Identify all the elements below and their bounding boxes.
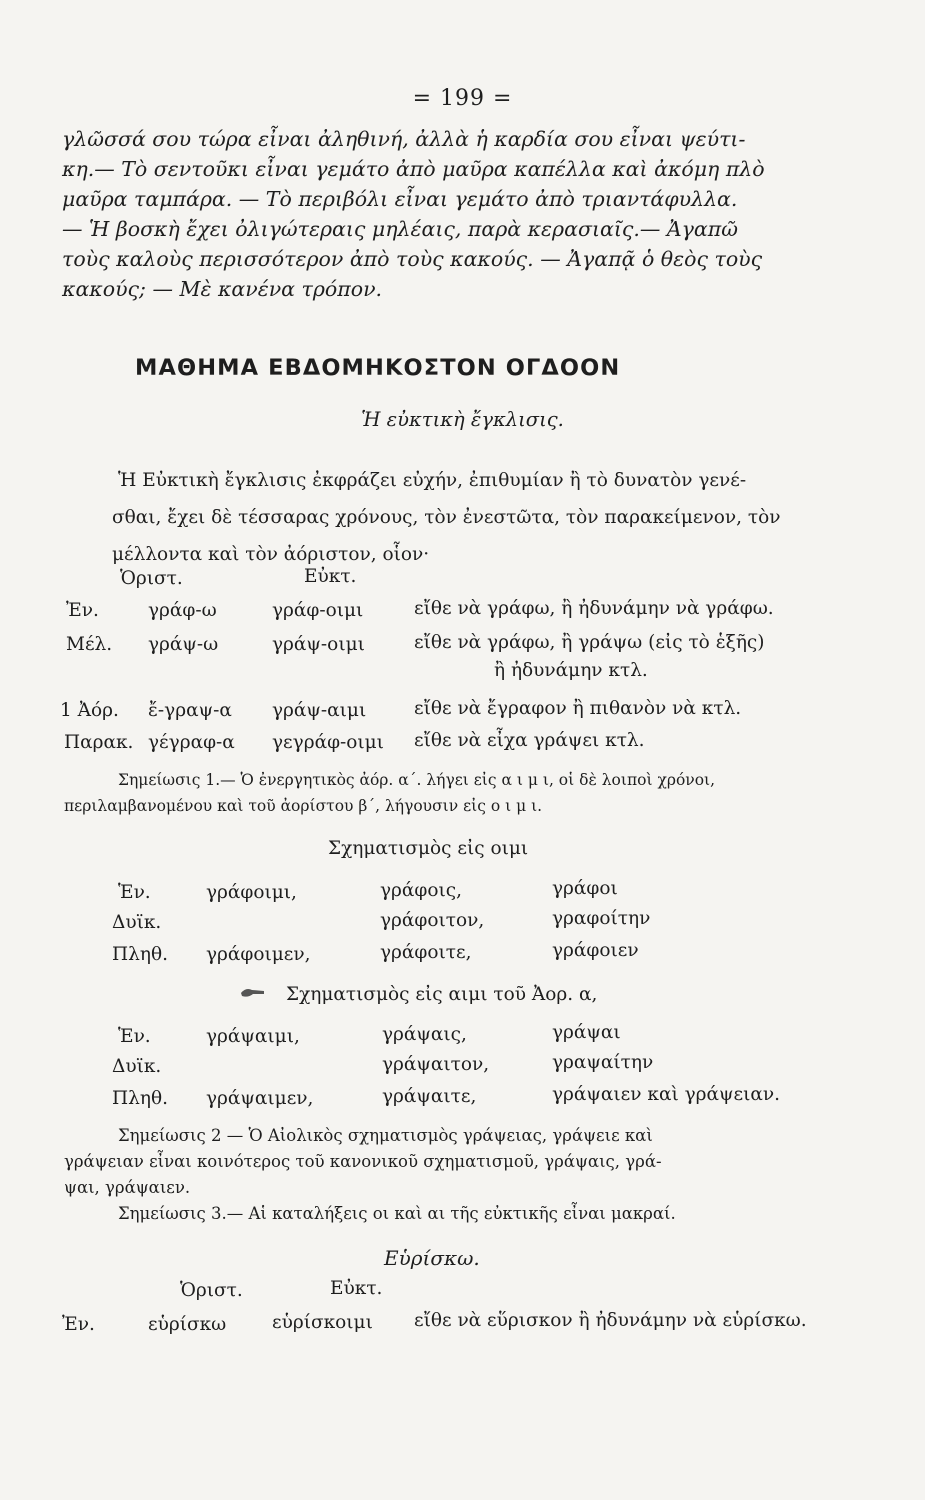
- form: γράψαις,: [382, 1024, 467, 1045]
- header-optative: Εὐκτ.: [304, 566, 357, 587]
- row-label: 1 Ἀόρ.: [60, 700, 119, 721]
- note-1-line-1: Σημείωσις 1.— Ὁ ἐνεργητικὸς ἀόρ. α΄. λήγει εἰς α ι μ ι, οἱ δὲ λοιποὶ χρόνοι,: [118, 771, 716, 789]
- optative-form: γράψ-αιμι: [272, 700, 367, 721]
- intro-line: — Ἡ βοσκὴ ἔχει ὀλιγώτεραις μηλέαις, παρὰ κερασιαῖς.— Ἀγαπῶ: [62, 217, 738, 241]
- note-2-line-2: γράψειαν εἶναι κοινότερος τοῦ κανονικοῦ σχηματισμοῦ, γράψαις, γρά-: [64, 1152, 662, 1171]
- row-label: Δυϊκ.: [112, 1056, 162, 1077]
- row-label: Πληθ.: [112, 944, 168, 965]
- header-optative: Εὐκτ.: [330, 1278, 383, 1299]
- row-label: Πληθ.: [112, 1088, 168, 1109]
- form: γράψαιμι,: [206, 1026, 300, 1047]
- indicative-form: γράφ-ω: [148, 600, 217, 621]
- row-label: Ἐν.: [62, 1314, 95, 1335]
- form: γράφοιτον,: [380, 910, 485, 931]
- optative-form: γράφ-οιμι: [272, 600, 364, 621]
- row-label: Μέλ.: [66, 634, 113, 655]
- form: γράψαι: [552, 1022, 621, 1043]
- intro-line: μαῦρα ταμπάρα. — Τὸ περιβόλι εἶναι γεμάτο ἀπὸ τριαντάφυλλα.: [62, 187, 738, 211]
- note-2-line-3: ψαι, γράψαιεν.: [64, 1178, 191, 1197]
- intro-line: κακούς; — Μὲ κανένα τρόπον.: [62, 277, 383, 301]
- heading-aimi: Σχηματισμὸς εἰς αιμι τοῦ Ἀορ. α,: [286, 984, 598, 1005]
- intro-line: γλῶσσά σου τώρα εἶναι ἀληθινή, ἀλλὰ ἡ καρδία σου εἶναι ψεύτι-: [62, 127, 746, 151]
- gloss: εἴθε νὰ εὕρισκον ἢ ἠδυνάμην νὰ εὑρίσκω.: [414, 1310, 807, 1331]
- form: γράψαιτον,: [382, 1054, 490, 1075]
- form: γράφοιμι,: [206, 882, 297, 903]
- gloss: εἴθε νὰ εἶχα γράψει κτλ.: [414, 730, 645, 751]
- lesson-title: ΜΑΘΗΜΑ ΕΒΔΟΜΗΚΟΣΤΟΝ ΟΓΔΟΟΝ: [135, 355, 621, 381]
- form: γράψαιεν καὶ γράψειαν.: [552, 1084, 780, 1105]
- gloss: ἢ ἠδυνάμην κτλ.: [494, 660, 648, 681]
- intro-line: κη.— Τὸ σεντοῦκι εἶναι γεμάτο ἀπὸ μαῦρα καπέλλα καὶ ἀκόμη πλὸ: [62, 157, 765, 181]
- paragraph-line: Ἡ Εὐκτικὴ ἔγκλισις ἐκφράζει εὐχήν, ἐπιθυμίαν ἢ τὸ δυνατὸν γενέ-: [118, 470, 747, 491]
- paragraph-line: σθαι, ἔχει δὲ τέσσαρας χρόνους, τὸν ἐνεστῶτα, τὸν παρακείμενον, τὸν: [112, 507, 781, 528]
- optative-form: γράψ-οιμι: [272, 634, 365, 655]
- form: γράψαιτε,: [382, 1086, 477, 1107]
- intro-line: τοὺς καλοὺς περισσότερον ἀπὸ τοὺς κακούς. — Ἀγαπᾷ ὁ θεὸς τοὺς: [62, 247, 763, 271]
- header-indicative: Ὁριστ.: [120, 568, 183, 589]
- form: γράψαιμεν,: [206, 1088, 314, 1109]
- lesson-subtitle: Ἡ εὐκτικὴ ἔγκλισις.: [361, 408, 564, 431]
- form: γράφοις,: [380, 880, 463, 901]
- paragraph-line: μέλλοντα καὶ τὸν ἀόριστον, οἷον·: [112, 544, 430, 565]
- form: γράφοιτε,: [380, 942, 472, 963]
- indicative-form: γράψ-ω: [148, 634, 219, 655]
- row-label: Ἑν.: [118, 882, 151, 903]
- indicative-form: γέγραφ-α: [148, 732, 235, 753]
- definition-paragraph: [112, 462, 898, 573]
- gloss: εἴθε νὰ γράφω, ἢ ἠδυνάμην νὰ γράφω.: [414, 598, 774, 619]
- form: γράφοιμεν,: [206, 944, 311, 965]
- form: γραψαίτην: [552, 1052, 654, 1073]
- optative-form: γεγράφ-οιμι: [272, 732, 384, 753]
- indicative-form: ἔ-γραψ-α: [148, 700, 232, 721]
- form: γραφοίτην: [552, 908, 651, 929]
- indicative-form: εὑρίσκω: [148, 1314, 227, 1335]
- row-label: Δυϊκ.: [112, 912, 162, 933]
- heading-oimi: Σχηματισμὸς εἰς οιμι: [328, 838, 529, 859]
- page-number: = 199 =: [412, 86, 513, 111]
- note-1-line-2: περιλαμβανομένου καὶ τοῦ ἀορίστου β΄, λήγουσιν εἰς ο ι μ ι.: [64, 797, 543, 815]
- note-3: Σημείωσις 3.— Αἱ καταλήξεις οι καὶ αι τῆς εὐκτικῆς εἶναι μακραί.: [118, 1204, 676, 1223]
- row-label: Παρακ.: [64, 732, 134, 753]
- gloss: εἴθε νὰ γράφω, ἢ γράψω (εἰς τὸ ἑξῆς): [414, 632, 765, 653]
- ornament-hand-icon: [240, 985, 266, 999]
- note-2-line-1: Σημείωσις 2 — Ὁ Αἰολικὸς σχηματισμὸς γράψειας, γράψειε καὶ: [118, 1126, 653, 1145]
- row-label: Ἑν.: [118, 1026, 151, 1047]
- header-indicative: Ὁριστ.: [180, 1280, 243, 1301]
- optative-form: εὑρίσκοιμι: [272, 1312, 373, 1333]
- heading-eurisko: Εὑρίσκω.: [384, 1246, 480, 1270]
- row-label: Ἐν.: [66, 600, 99, 621]
- gloss: εἴθε νὰ ἔγραφον ἢ πιθανὸν νὰ κτλ.: [414, 698, 742, 719]
- form: γράφοι: [552, 878, 618, 899]
- form: γράφοιεν: [552, 940, 639, 961]
- intro-text: [62, 124, 877, 304]
